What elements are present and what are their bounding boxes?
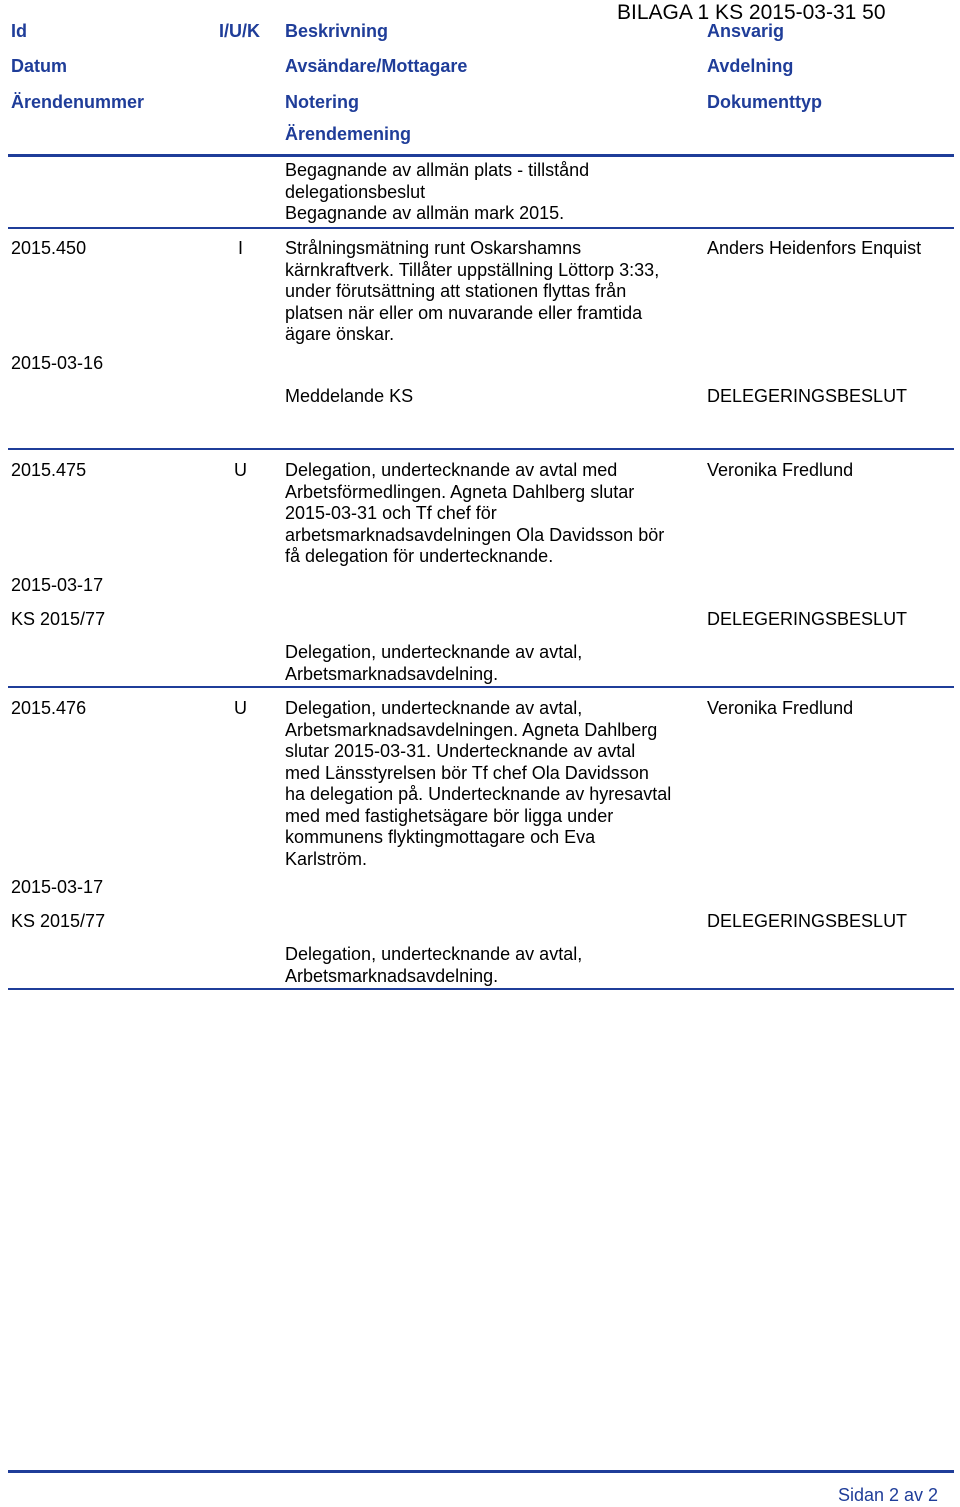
entry-case-number: KS 2015/77	[11, 911, 106, 931]
column-header-arendemening: Ärendemening	[285, 124, 412, 144]
description-line: med Länsstyrelsen bör Tf chef Ola Davidsson	[285, 762, 649, 783]
description-line: Arbetsförmedlingen. Agneta Dahlberg slutar	[285, 481, 635, 502]
column-header-ansvarig: Ansvarig	[707, 21, 785, 41]
column-header-id: Id	[11, 21, 27, 41]
entry-description	[285, 698, 671, 870]
entry-iuk: U	[234, 698, 247, 718]
page-number: Sidan 2 av 2	[838, 1485, 939, 1505]
description-line: kärnkraftverk. Tillåter uppställning Löttorp 3:33,	[285, 259, 660, 280]
subject-line: Arbetsmarknadsavdelning.	[285, 965, 499, 986]
entry-doctype: DELEGERINGSBESLUT	[707, 911, 908, 931]
column-header-beskrivning: Beskrivning	[285, 21, 389, 41]
subject-line: Arbetsmarknadsavdelning.	[285, 663, 499, 684]
description-line: ha delegation på. Undertecknande av hyresavtal	[285, 784, 672, 804]
row-divider	[8, 227, 954, 229]
entry-iuk: U	[234, 460, 247, 480]
entry-date: 2015-03-16	[11, 353, 104, 373]
description-line: med med fastighetsägare bör ligga under	[285, 805, 614, 826]
entry-case-number: KS 2015/77	[11, 609, 106, 629]
entry-subject	[285, 944, 582, 987]
description-line: ägare önskar.	[285, 324, 395, 344]
entry-responsible: Veronika Fredlund	[707, 698, 854, 718]
continuation-line: Begagnande av allmän plats - tillstånd	[285, 160, 590, 180]
entry-date: 2015-03-17	[11, 877, 104, 897]
entry-date: 2015-03-17	[11, 575, 104, 595]
description-line: Delegation, undertecknande av avtal med	[285, 460, 618, 480]
entry-iuk: I	[238, 238, 244, 258]
row-divider	[8, 988, 954, 990]
header-divider	[8, 154, 954, 157]
entry-doctype: DELEGERINGSBESLUT	[707, 609, 908, 629]
entry-responsible: Anders Heidenfors Enquist	[707, 238, 922, 258]
row-divider	[8, 686, 954, 688]
description-line: Strålningsmätning runt Oskarshamns	[285, 238, 582, 258]
entry-id: 2015.475	[11, 460, 87, 480]
footer-divider	[8, 1470, 954, 1473]
description-line: slutar 2015-03-31. Undertecknande av avtal	[285, 741, 636, 761]
column-header-avdelning: Avdelning	[707, 56, 794, 76]
column-header-arendenummer: Ärendenummer	[11, 92, 145, 112]
entry-description	[285, 238, 659, 346]
description-line: få delegation för undertecknande.	[285, 546, 554, 566]
entry-id: 2015.450	[11, 238, 87, 258]
column-header-notering: Notering	[285, 92, 359, 112]
column-header-datum: Datum	[11, 56, 68, 76]
description-line: arbetsmarknadsavdelningen Ola Davidsson bör	[285, 524, 665, 545]
description-line: Karlström.	[285, 848, 368, 869]
entry-doctype: DELEGERINGSBESLUT	[707, 386, 908, 406]
description-line: kommunens flyktingmottagare och Eva	[285, 827, 596, 847]
description-line: Arbetsmarknadsavdelningen. Agneta Dahlberg	[285, 719, 658, 740]
column-header-dokumenttyp: Dokumenttyp	[707, 92, 823, 112]
continuation-line: Begagnande av allmän mark 2015.	[285, 203, 565, 223]
description-line: 2015-03-31 och Tf chef för	[285, 503, 497, 523]
subject-line: Delegation, undertecknande av avtal,	[285, 642, 583, 662]
entry-sender: Meddelande KS	[285, 386, 414, 406]
description-line: Delegation, undertecknande av avtal,	[285, 698, 583, 718]
column-header-iuk: I/U/K	[219, 21, 261, 41]
bilaga-label: BILAGA 1 KS 2015-03-31 50	[617, 1, 886, 24]
entry-responsible: Veronika Fredlund	[707, 460, 854, 480]
continuation-block	[285, 160, 589, 225]
entry-subject	[285, 642, 582, 685]
column-header-avsandare: Avsändare/Mottagare	[285, 56, 468, 76]
entry-id: 2015.476	[11, 698, 87, 718]
row-divider	[8, 448, 954, 450]
entry-description	[285, 460, 664, 568]
continuation-line: delegationsbeslut	[285, 181, 426, 202]
description-line: under förutsättning att stationen flyttas från	[285, 281, 627, 301]
description-line: platsen när eller om nuvarande eller framtida	[285, 302, 643, 323]
subject-line: Delegation, undertecknande av avtal,	[285, 944, 583, 964]
